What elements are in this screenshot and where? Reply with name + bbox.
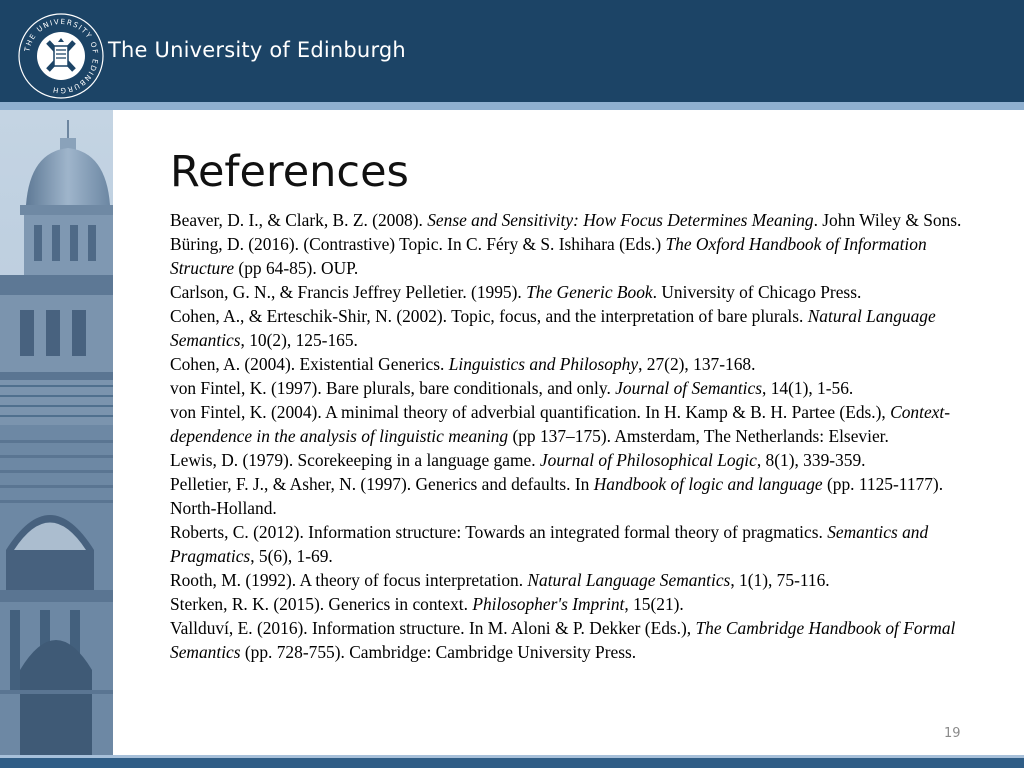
- crest-text: THE UNIVERSITY OF EDINBURGH: [22, 16, 101, 96]
- reference-entry: [170, 232, 970, 280]
- reference-source-title: Journal of Philosophical Logic: [539, 450, 757, 470]
- reference-text: Cohen, A., & Erteschik-Shir, N. (2002). Topic, focus, and the interpretation of bare plurals.: [170, 306, 808, 326]
- reference-source-title: Natural Language Semantics: [170, 306, 936, 350]
- reference-details: (pp 137–175). Amsterdam, The Netherlands: Elsevier.: [508, 426, 889, 446]
- reference-details: , 14(1), 1-56.: [762, 378, 854, 398]
- reference-source-title: The Generic Book: [526, 282, 653, 302]
- reference-details: , 27(2), 137-168.: [638, 354, 756, 374]
- reference-text: Cohen, A. (2004). Existential Generics.: [170, 354, 449, 374]
- reference-source-title: The Cambridge Handbook of Formal Semantics: [170, 618, 956, 662]
- reference-entry: [170, 280, 970, 304]
- reference-text: Beaver, D. I., & Clark, B. Z. (2008).: [170, 210, 428, 230]
- reference-entry: [170, 304, 970, 352]
- page-number: 19: [944, 726, 961, 741]
- reference-details: , 10(2), 125-165.: [240, 330, 358, 350]
- reference-entry: [170, 520, 970, 568]
- reference-source-title: Sense and Sensitivity: How Focus Determines Meaning: [427, 210, 814, 230]
- building-dome-image: [0, 110, 113, 768]
- reference-text: von Fintel, K. (1997). Bare plurals, bare conditionals, and only.: [170, 378, 616, 398]
- header-bar: [0, 0, 1024, 102]
- reference-details: , 1(1), 75-116.: [730, 570, 830, 590]
- header-stripe: [0, 102, 1024, 110]
- reference-source-title: Journal of Semantics: [615, 378, 762, 398]
- reference-text: Büring, D. (2016). (Contrastive) Topic. In C. Féry & S. Ishihara (Eds.): [170, 234, 666, 254]
- reference-details: . University of Chicago Press.: [652, 282, 862, 302]
- reference-entry: [170, 352, 970, 376]
- reference-entry: [170, 448, 970, 472]
- reference-details: , 8(1), 339-359.: [756, 450, 866, 470]
- reference-source-title: Context-dependence in the analysis of linguistic meaning: [170, 402, 951, 446]
- reference-entry: [170, 616, 970, 664]
- reference-details: . John Wiley & Sons.: [813, 210, 962, 230]
- reference-source-title: Philosopher's Imprint: [472, 594, 625, 614]
- reference-text: Lewis, D. (1979). Scorekeeping in a language game.: [170, 450, 540, 470]
- reference-text: Vallduví, E. (2016). Information structure. In M. Aloni & P. Dekker (Eds.),: [170, 618, 696, 638]
- reference-list: [170, 208, 970, 664]
- reference-details: (pp 64-85). OUP.: [234, 258, 359, 278]
- university-crest-icon: [16, 11, 106, 101]
- slide-title: References: [170, 147, 409, 197]
- reference-details: (pp. 1125-1177). North-Holland.: [170, 474, 944, 518]
- reference-text: Roberts, C. (2012). Information structure: Towards an integrated formal theory of pragmatics.: [170, 522, 828, 542]
- reference-text: Rooth, M. (1992). A theory of focus interpretation.: [170, 570, 528, 590]
- reference-text: Sterken, R. K. (2015). Generics in context.: [170, 594, 473, 614]
- reference-source-title: Natural Language Semantics: [527, 570, 731, 590]
- reference-text: Pelletier, F. J., & Asher, N. (1997). Generics and defaults. In: [170, 474, 594, 494]
- footer-bar: [0, 758, 1024, 768]
- reference-source-title: Linguistics and Philosophy: [448, 354, 639, 374]
- reference-source-title: Handbook of logic and language: [593, 474, 823, 494]
- university-name: The University of Edinburgh: [108, 38, 406, 62]
- reference-text: Carlson, G. N., & Francis Jeffrey Pelletier. (1995).: [170, 282, 527, 302]
- reference-entry: [170, 472, 970, 520]
- reference-source-title: The Oxford Handbook of Information Structure: [170, 234, 927, 278]
- reference-source-title: Semantics and Pragmatics: [170, 522, 929, 566]
- reference-entry: [170, 400, 970, 448]
- reference-details: , 5(6), 1-69.: [250, 546, 333, 566]
- reference-details: (pp. 728-755). Cambridge: Cambridge University Press.: [240, 642, 637, 662]
- reference-entry: [170, 568, 970, 592]
- reference-details: , 15(21).: [624, 594, 684, 614]
- reference-entry: [170, 376, 970, 400]
- reference-entry: [170, 208, 970, 232]
- reference-text: von Fintel, K. (2004). A minimal theory of adverbial quantification. In H. Kamp & B. H. Partee (Eds.),: [170, 402, 891, 422]
- reference-entry: [170, 592, 970, 616]
